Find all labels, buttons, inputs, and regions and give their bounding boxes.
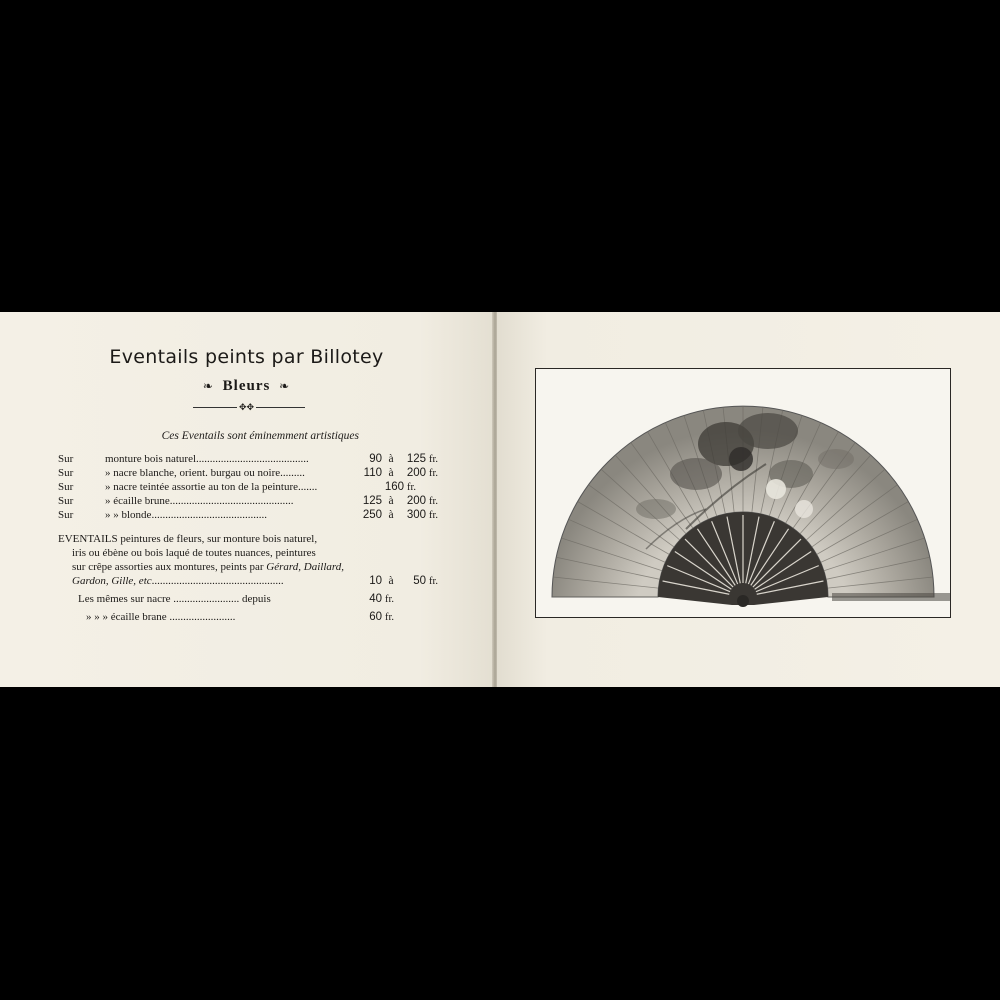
price-from: 110 <box>363 467 382 479</box>
intro-text: Ces Eventails sont éminemment artistiques <box>161 430 359 442</box>
price-unit: fr. <box>429 468 439 479</box>
row-price <box>358 592 448 607</box>
row-prefix: Sur <box>58 495 74 507</box>
price-to: 300 <box>406 509 426 521</box>
price-from: 90 <box>369 453 382 465</box>
ornamental-divider <box>193 402 305 412</box>
para-line: EVENTAILS peintures de fleurs, sur monture bois naturel, <box>58 533 318 545</box>
price-to: 125 <box>406 453 426 465</box>
row-description: » » » écaille brane ........................ <box>86 611 236 623</box>
price-from: 250 <box>362 509 382 521</box>
extra-price-row <box>58 592 458 606</box>
row-prefix: Sur <box>58 481 74 493</box>
price-from: 160 <box>384 481 404 493</box>
row-description: » » blonde <box>105 509 152 521</box>
row-leader-dots: ....... <box>298 481 318 493</box>
price-to: 200 <box>406 495 426 507</box>
price-to: 200 <box>406 467 426 479</box>
ornament-right-icon: ❧ <box>279 379 291 393</box>
artist-names: Gérard, Daillard, <box>266 561 344 573</box>
price-from: 10 <box>369 575 382 587</box>
price-unit: fr. <box>407 482 417 493</box>
fan-photograph <box>535 368 951 618</box>
row-price <box>358 508 448 523</box>
row-description: » nacre teintée assortie au ton de la peinture <box>105 481 299 493</box>
fan-rivet <box>737 595 749 607</box>
extra-price-row <box>58 610 458 624</box>
row-price <box>358 574 448 589</box>
row-price <box>358 610 448 625</box>
price-sep: à <box>388 467 394 479</box>
row-price <box>358 480 448 495</box>
row-description: » écaille brune <box>105 495 170 507</box>
para-line <box>58 560 368 574</box>
price-row <box>58 508 458 522</box>
subtitle-text: Bleurs <box>222 378 271 394</box>
fan-illustration <box>536 369 950 617</box>
price-from: 125 <box>362 495 382 507</box>
price-unit: fr. <box>385 594 395 605</box>
price-row <box>58 480 458 494</box>
row-leader-dots: ......... <box>280 467 305 479</box>
price-row <box>58 494 458 508</box>
row-leader-dots: .......................................... <box>151 509 267 521</box>
para-line: iris ou ébène ou bois laqué de toutes nuances, peintures <box>72 547 316 559</box>
ornament-left-icon: ❧ <box>202 379 214 393</box>
left-page <box>0 312 493 687</box>
row-prefix: Sur <box>58 453 74 465</box>
price-unit: fr. <box>429 454 439 465</box>
row-price <box>358 452 448 467</box>
price-unit: fr. <box>429 576 439 587</box>
row-leader-dots: ............................................. <box>169 495 294 507</box>
price-sep: à <box>388 495 394 507</box>
row-price <box>358 494 448 509</box>
row-price <box>358 466 448 481</box>
catalog-spread <box>0 312 1000 687</box>
price-unit: fr. <box>385 612 395 623</box>
page-title: Eventails peints par Billotey <box>109 346 384 368</box>
row-description: » nacre blanche, orient. burgau ou noire <box>105 467 281 479</box>
price-sep: à <box>388 575 394 587</box>
row-description: monture bois naturel <box>105 453 197 465</box>
para-text: sur crêpe assorties aux montures, peints par <box>72 561 264 573</box>
artist-names: Gardon, Gille, etc <box>72 575 152 587</box>
section-subtitle <box>0 378 493 395</box>
price-sep: à <box>388 453 394 465</box>
right-page <box>497 312 1000 687</box>
row-prefix: Sur <box>58 509 74 521</box>
row-leader-dots: ......................................... <box>196 453 309 465</box>
row-description: Les mêmes sur nacre ........................ depuis <box>78 593 271 605</box>
row-leader-dots: ................................................ <box>151 575 284 587</box>
paragraph-price <box>58 574 458 588</box>
price-from: 40 <box>369 593 382 605</box>
row-prefix: Sur <box>58 467 74 479</box>
price-row <box>58 466 458 480</box>
price-unit: fr. <box>429 510 439 521</box>
divider-knot-icon: ✥✥ <box>239 402 255 412</box>
price-row <box>58 452 458 466</box>
price-sep: à <box>388 509 394 521</box>
price-unit: fr. <box>429 496 439 507</box>
price-to: 50 <box>413 575 426 587</box>
fan-guard <box>832 593 950 601</box>
price-from: 60 <box>369 611 382 623</box>
